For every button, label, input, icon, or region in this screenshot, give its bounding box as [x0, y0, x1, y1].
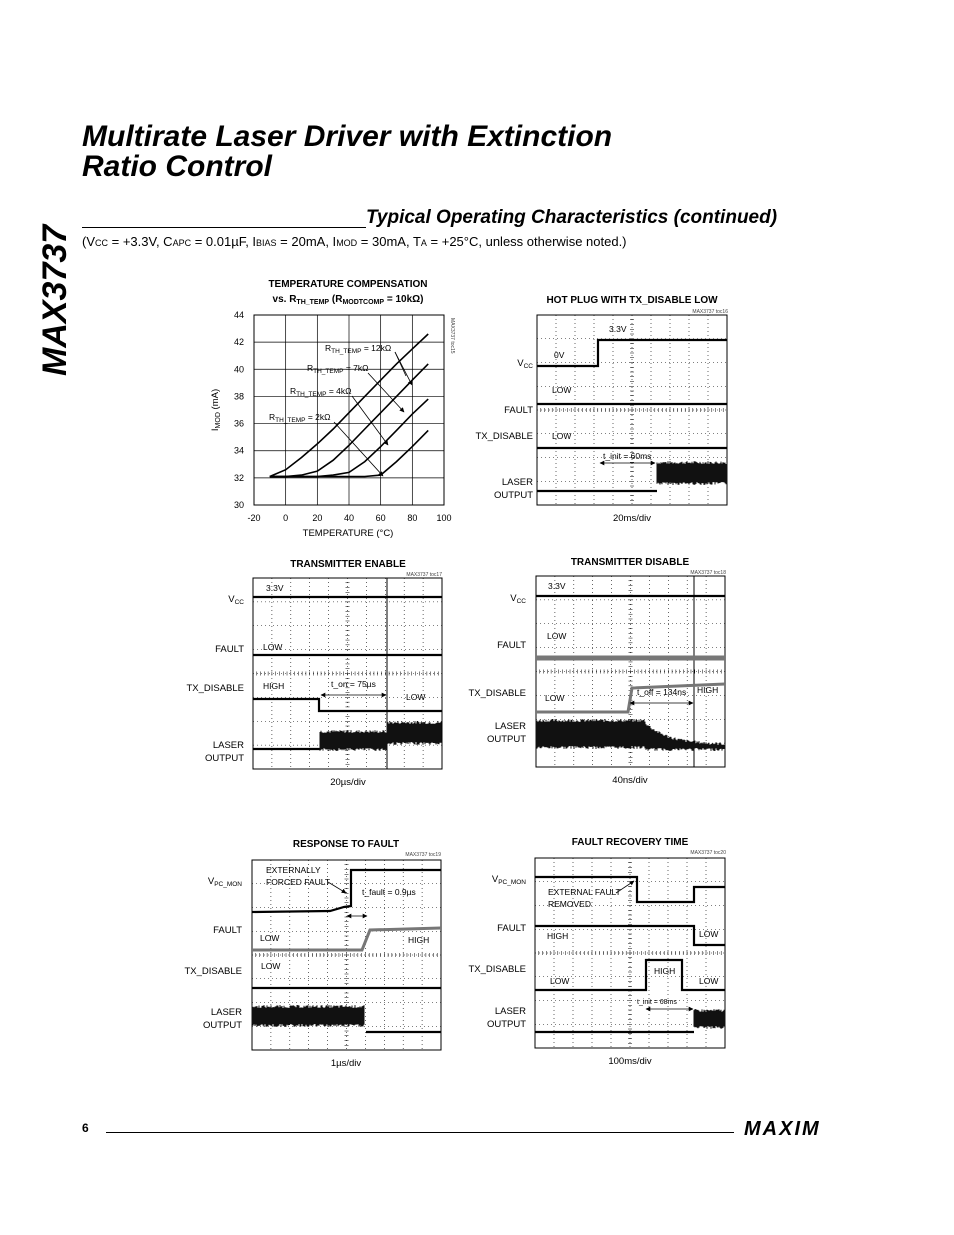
maxim-logo-text: MAXIM: [744, 1118, 821, 1138]
x-tick-label: -20: [247, 513, 261, 523]
noise-band: [657, 461, 727, 485]
y-tick-label: 38: [233, 391, 244, 402]
scope-fault-recovery: [468, 837, 726, 1067]
x-tick-label: 20: [312, 513, 323, 523]
y-tick-label: 34: [233, 445, 244, 456]
trace-label: LOW: [261, 961, 281, 971]
trace-laser-noise: [694, 1009, 725, 1029]
channel-label: TX_DISABLE: [475, 431, 533, 442]
channel-labels: [468, 874, 526, 1030]
channel-label: TX_DISABLE: [468, 964, 526, 975]
scope-transmitter-enable: [186, 559, 442, 788]
figure-id: MAX3737 toc16: [692, 309, 728, 315]
trace-label: HIGH: [697, 685, 719, 695]
timebase-label: 40ns/div: [612, 775, 648, 786]
channel-labels: [184, 876, 242, 1031]
trace-label: HIGH: [408, 935, 430, 945]
trace-laser-noise: [536, 719, 725, 751]
figure-id: MAX3737 toc18: [690, 570, 726, 576]
channel-label: OUTPUT: [493, 490, 533, 501]
y-ticks: [234, 310, 244, 510]
x-tick-label: 80: [407, 513, 418, 523]
chart-title: HOT PLUG WITH TX_DISABLE LOW: [546, 295, 718, 306]
channel-label: OUTPUT: [486, 1019, 526, 1030]
channel-label: FAULT: [497, 923, 526, 934]
channel-label: $V_{PC\_MON}$: [207, 876, 242, 888]
noise-band: [645, 722, 725, 751]
timing-annotation: t_on = 75µs: [331, 679, 376, 689]
channel-label: TX_DISABLE: [468, 688, 526, 699]
timebase-label: 20ms/div: [612, 513, 652, 524]
trace-laser-noise: [657, 461, 727, 485]
trace-label: LOW: [699, 929, 719, 939]
channel-label: OUTPUT: [202, 1020, 242, 1031]
trace-label: HIGH: [654, 966, 676, 976]
trace-label: LOW: [552, 431, 572, 441]
y-tick-label: 44: [233, 310, 244, 320]
figure-id: MAX3737 toc15: [449, 318, 455, 354]
series-label-2k: [269, 412, 383, 476]
cond-text: (V: [82, 234, 95, 249]
side-part-number-text: MAX3737: [36, 224, 74, 376]
chart-title: TRANSMITTER DISABLE: [570, 557, 690, 568]
x-tick-label: 60: [375, 513, 386, 523]
series-label: $R_{TH\_TEMP} = 4k\Omega$: [290, 386, 352, 398]
figure-id: MAX3737 toc19: [405, 852, 441, 858]
chart-title: TRANSMITTER ENABLE: [290, 559, 406, 570]
channel-label: OUTPUT: [204, 753, 244, 764]
channel-label: LASER: [494, 1006, 526, 1017]
channel-label: FAULT: [497, 640, 526, 651]
x-tick-label: 100: [436, 513, 452, 523]
chart-title: TEMPERATURE COMPENSATION: [268, 279, 428, 290]
page-title-line2: Ratio Control: [82, 150, 272, 183]
channel-label: FAULT: [213, 925, 242, 936]
cond-text: = 0.01µF, I: [191, 234, 257, 249]
scope-transmitter-disable: [468, 557, 726, 786]
series-label: $R_{TH\_TEMP} = 7k\Omega$: [307, 363, 369, 375]
noise-band: [320, 730, 387, 751]
channel-label: FAULT: [504, 405, 533, 416]
timing-annotation: t_init = 60ms: [603, 451, 652, 461]
cond-text: = 20mA, I: [276, 234, 337, 249]
channel-labels: [186, 594, 244, 764]
channel-labels: [468, 593, 526, 745]
chart-title: RESPONSE TO FAULT: [292, 839, 400, 850]
maxim-logo: [744, 1118, 854, 1138]
event-annotation: REMOVED: [548, 899, 591, 909]
cond-sub: A: [420, 238, 427, 248]
trace-label: 3.3V: [609, 324, 627, 334]
trace-laser-noise: [252, 1005, 364, 1027]
cond-sub: CC: [95, 238, 108, 248]
channel-label: LASER: [494, 721, 526, 732]
cond-text: = +25°C, unless otherwise noted.): [426, 234, 627, 249]
scope-hot-plug: [475, 295, 728, 524]
series-label: $R_{TH\_TEMP} = 12k\Omega$: [325, 343, 392, 355]
cond-text: = 30mA, T: [357, 234, 421, 249]
trace-label: LOW: [699, 976, 719, 986]
trace-label: LOW: [550, 976, 570, 986]
footer-rule: [106, 1132, 734, 1133]
chart-title: FAULT RECOVERY TIME: [571, 837, 689, 848]
page-number: 6: [82, 1121, 89, 1135]
timing-annotation: t_off = 134ns: [637, 687, 687, 697]
channel-label: $V_{CC}$: [510, 593, 526, 605]
cond-sub: APC: [172, 238, 192, 248]
x-ticks: [247, 513, 451, 523]
timebase-label: 100ms/div: [608, 1056, 652, 1067]
trace-label: LOW: [263, 642, 283, 652]
x-tick-label: 40: [343, 513, 355, 523]
channel-label: TX_DISABLE: [186, 683, 244, 694]
timebase-label: 20µs/div: [330, 777, 366, 788]
y-tick-label: 30: [233, 500, 244, 510]
channel-label: FAULT: [215, 644, 244, 655]
trace-label: 0V: [554, 350, 565, 360]
channel-label: LASER: [501, 477, 533, 488]
figure-id: MAX3737 toc20: [690, 850, 726, 856]
y-tick-label: 40: [233, 364, 244, 375]
event-annotation: EXTERNAL FAULT: [548, 887, 621, 897]
trace-label: HIGH: [547, 931, 569, 941]
y-axis-label: $I_{MOD}$ (mA): [210, 388, 222, 432]
section-heading: Typical Operating Characteristics (continued): [366, 207, 778, 228]
channel-label: OUTPUT: [486, 734, 526, 745]
x-axis-label: TEMPERATURE (°C): [302, 528, 394, 539]
trace-label: 3.3V: [548, 581, 566, 591]
channel-label: TX_DISABLE: [184, 966, 242, 977]
channel-labels: [475, 358, 533, 501]
channel-label: $V_{CC}$: [228, 594, 244, 606]
channel-label: LASER: [210, 1007, 242, 1018]
cond-sub: BIAS: [256, 238, 277, 248]
y-tick-label: 36: [233, 418, 244, 429]
trace-label: LOW: [552, 385, 572, 395]
trace-label: LOW: [260, 933, 280, 943]
figure-id: MAX3737 toc17: [406, 572, 442, 578]
y-tick-label: 32: [233, 472, 244, 483]
timebase-label: 1µs/div: [330, 1058, 362, 1069]
channel-label: $V_{PC\_MON}$: [491, 874, 526, 886]
cond-text: = +3.3V, C: [108, 234, 173, 249]
y-tick-label: 42: [233, 337, 244, 348]
channel-label: LASER: [212, 740, 244, 751]
noise-band: [252, 1005, 364, 1027]
trace-label: HIGH: [263, 681, 285, 691]
trace-label: LOW: [406, 692, 426, 702]
chart-temp-compensation: [210, 279, 455, 539]
noise-band: [694, 1009, 725, 1029]
noise-band: [536, 719, 645, 749]
channel-label: $V_{CC}$: [517, 358, 533, 370]
event-annotation: FORCED FAULT: [266, 877, 331, 887]
timing-annotation: t_fault = 0.9µs: [362, 887, 416, 897]
noise-band: [387, 721, 441, 745]
trace-label: LOW: [547, 631, 567, 641]
event-annotation: EXTERNALLY: [266, 865, 321, 875]
cond-sub: MOD: [336, 238, 358, 248]
scope-response-to-fault: [184, 839, 441, 1069]
x-tick-label: 0: [283, 513, 289, 523]
series-label: $R_{TH\_TEMP} = 2k\Omega$: [269, 412, 331, 424]
chart-subtitle: vs. $R_{TH\_TEMP}$ $(R_{MODTCOMP} = 10k\Omega)$: [272, 294, 424, 306]
trace-label: 3.3V: [266, 583, 284, 593]
page-title-line1: Multirate Laser Driver with Extinction: [82, 120, 613, 153]
timing-annotation: t_init = 68ms: [637, 999, 677, 1006]
trace-label: LOW: [545, 693, 565, 703]
